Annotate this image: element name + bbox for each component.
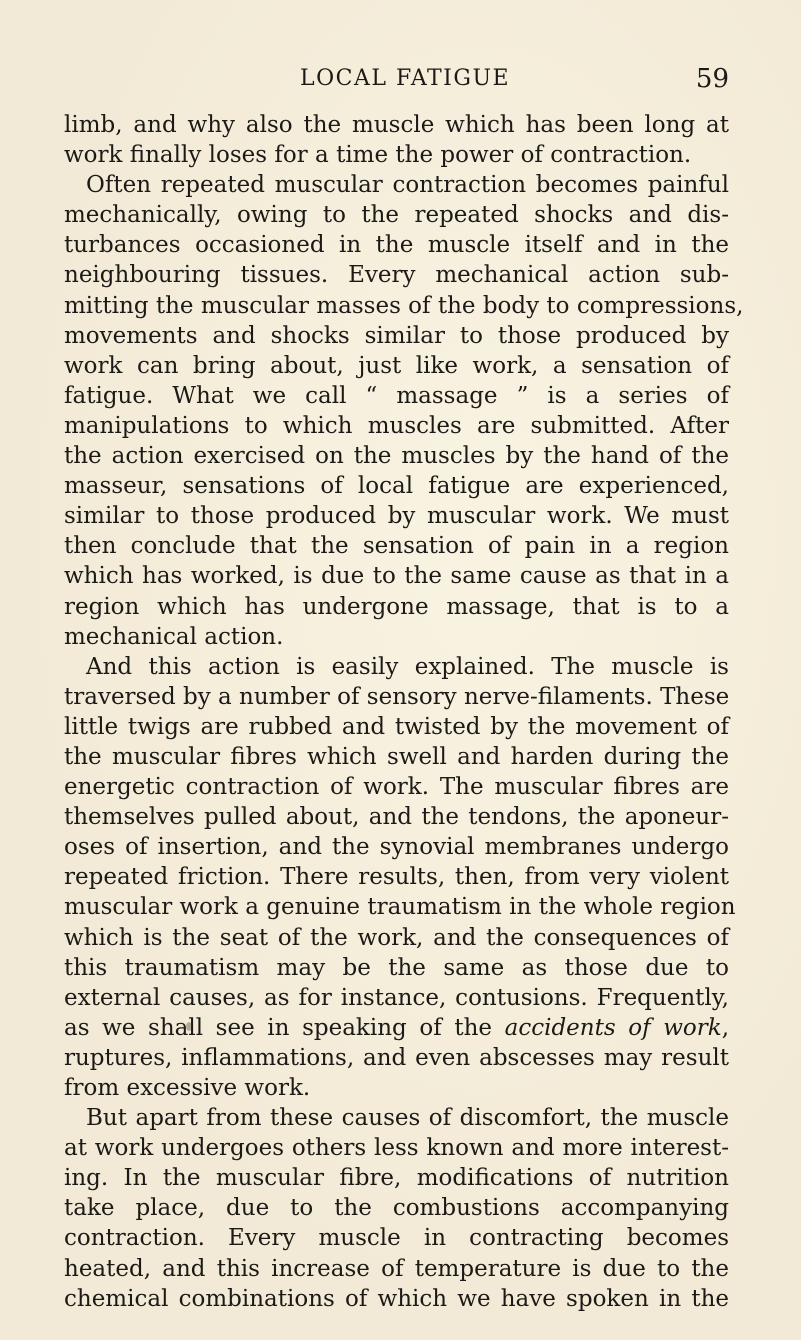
text-line: themselves pulled about, and the tendons, the aponeur-: [64, 804, 729, 831]
text-line: energetic contraction of work. The muscular fibres are: [64, 774, 729, 801]
text-line: muscular work a genuine traumatism in the whole region: [64, 894, 736, 921]
body-text: [64, 110, 744, 1314]
italic-phrase: accidents of work: [504, 1014, 722, 1041]
text-line: ing. In the muscular fibre, modifications of nutrition: [64, 1165, 729, 1192]
italic-trailing-comma: ,: [721, 1014, 729, 1041]
text-line: region which has undergone massage, that is to a: [64, 593, 729, 620]
text-line: which is the seat of the work, and the consequences of: [64, 924, 729, 951]
paragraph-start-line: And this action is easily explained. The muscle is: [86, 653, 729, 680]
text-line: take place, due to the combustions accompanying: [64, 1195, 729, 1222]
running-title: LOCAL FATIGUE: [300, 66, 511, 91]
text-line: fatigue. What we call “ massage ” is a series of: [64, 382, 729, 409]
text-line: similar to those produced by muscular work. We must: [64, 503, 729, 530]
text-line: masseur, sensations of local fatigue are experienced,: [64, 473, 729, 500]
text-line: little twigs are rubbed and twisted by the movement of: [64, 713, 729, 740]
text-line: mitting the muscular masses of the body to compressions,: [64, 292, 744, 319]
text-line: heated, and this increase of temperature is due to the: [64, 1255, 729, 1282]
paragraph-start-line: But apart from these causes of discomfort, the muscle: [86, 1105, 729, 1132]
text-line: the action exercised on the muscles by the hand of the: [64, 443, 729, 470]
text-line: limb, and why also the muscle which has been long at: [64, 112, 729, 138]
text-line: then conclude that the sensation of pain in a region: [64, 533, 729, 560]
line-lead-text: as we shall see in speaking of the: [64, 1014, 492, 1041]
text-line: neighbouring tissues. Every mechanical action sub-: [64, 262, 729, 289]
text-line: traversed by a number of sensory nerve-filaments. These: [64, 683, 730, 710]
paragraph-start-line: Often repeated muscular contraction becomes painful: [86, 172, 729, 199]
text-line: manipulations to which muscles are submitted. After: [64, 412, 729, 439]
text-line: work can bring about, just like work, a sensation of: [64, 352, 729, 379]
text-line: mechanical action.: [64, 623, 284, 650]
text-line: chemical combinations of which we have spoken in the: [64, 1285, 729, 1312]
text-line: repeated friction. There results, then, from very violent: [64, 864, 729, 891]
page-number: 59: [695, 64, 729, 94]
text-line: mechanically, owing to the repeated shocks and dis-: [64, 202, 729, 229]
text-line: movements and shocks similar to those produced by: [64, 322, 729, 349]
text-line: from excessive work.: [64, 1075, 311, 1101]
text-line: at work undergoes others less known and more interest-: [64, 1135, 729, 1162]
text-line: ruptures, inflammations, and even abscesses may result: [64, 1044, 729, 1071]
text-line: turbances occasioned in the muscle itself and in the: [64, 232, 729, 259]
text-line: the muscular fibres which swell and harden during the: [64, 743, 729, 770]
text-line: oses of insertion, and the synovial membranes undergo: [64, 834, 729, 861]
running-head: [0, 62, 801, 96]
text-line: external causes, as for instance, contusions. Frequently,: [64, 984, 729, 1011]
text-line-with-italic: [64, 1013, 729, 1043]
text-line: which has worked, is due to the same cause as that in a: [64, 563, 729, 590]
text-line: contraction. Every muscle in contracting becomes: [64, 1225, 729, 1252]
text-line: this traumatism may be the same as those due to: [64, 954, 729, 981]
text-line: work finally loses for a time the power of contraction.: [64, 142, 692, 169]
ink-smudge: [186, 1022, 192, 1031]
